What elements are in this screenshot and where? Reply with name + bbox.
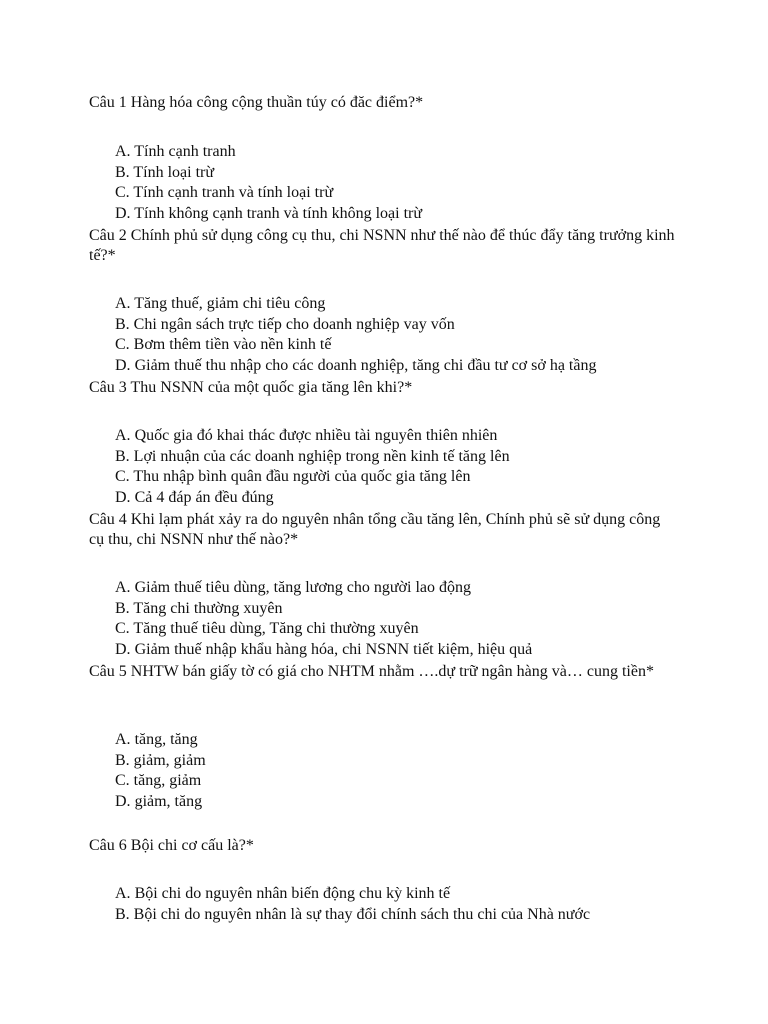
option-label: C.	[115, 620, 130, 638]
option-label: D.	[115, 489, 131, 507]
question-1-options	[115, 142, 715, 225]
option-4d	[115, 640, 715, 661]
option-2a	[115, 294, 715, 315]
option-5b	[115, 751, 715, 772]
option-text: Bội chi do nguyên nhân là sự thay đổi chính sách thu chi của Nhà nước	[133, 905, 591, 923]
option-text: Tăng thuế tiêu dùng, Tăng chi thường xuyên	[133, 620, 419, 638]
option-text: Tăng thuế, giảm chi tiêu công	[134, 295, 326, 312]
option-4b	[115, 599, 715, 620]
option-text: Chi ngân sách trực tiếp cho doanh nghiệp vay vốn	[133, 315, 455, 333]
option-text: Tính không cạnh tranh và tính không loại trừ	[134, 205, 423, 223]
question-4-text: Câu 4 Khi lạm phát xảy ra do nguyên nhân tổng cầu tăng lên, Chính phủ sẽ sử dụng công cụ thu, chi NSNN như thế nào?*	[89, 511, 661, 548]
option-label: A.	[115, 295, 131, 312]
option-text: Lợi nhuận của các doanh nghiệp trong nền kinh tế tăng lên	[133, 447, 510, 465]
option-label: A.	[115, 579, 131, 596]
option-3b	[115, 447, 715, 468]
option-6a	[115, 884, 715, 905]
option-text: Tính cạnh tranh	[134, 143, 236, 160]
question-4-options	[115, 578, 715, 661]
option-label: A.	[115, 143, 131, 160]
option-text: Thu nhập bình quân đầu người của quốc gia tăng lên	[133, 468, 471, 486]
question-6-text: Câu 6 Bội chi cơ cấu là?*	[89, 837, 254, 854]
option-2d	[115, 356, 715, 377]
option-text: Giảm thuế tiêu dùng, tăng lương cho người lao động	[134, 579, 471, 596]
option-label: D.	[115, 793, 131, 811]
option-3a	[115, 426, 715, 447]
option-text: Cả 4 đáp án đều đúng	[134, 489, 274, 507]
question-3-options	[115, 426, 715, 509]
option-2c	[115, 335, 715, 356]
option-label: A.	[115, 885, 131, 902]
option-label: C.	[115, 772, 130, 790]
option-1a	[115, 142, 715, 163]
option-text: Bội chi do nguyên nhân biến động chu kỳ kinh tế	[134, 885, 451, 902]
option-text: Tính cạnh tranh và tính loại trừ	[133, 184, 334, 202]
option-1d	[115, 204, 715, 225]
option-label: B.	[115, 751, 130, 769]
option-label: C.	[115, 468, 130, 486]
question-5-text: Câu 5 NHTW bán giấy tờ có giá cho NHTM nhằm ….dự trữ ngân hàng và… cung tiền*	[89, 663, 654, 680]
question-2-options	[115, 294, 715, 377]
option-3d	[115, 488, 715, 509]
option-label: B.	[115, 163, 130, 181]
option-label: B.	[115, 447, 130, 465]
option-text: Giảm thuế thu nhập cho các doanh nghiệp, tăng chi đầu tư cơ sở hạ tầng	[134, 357, 597, 375]
question-2-text: Câu 2 Chính phủ sử dụng công cụ thu, chi NSNN như thế nào để thúc đẩy tăng trưởng kinh tế?*	[89, 227, 675, 264]
option-label: B.	[115, 905, 130, 923]
question-6-options	[115, 884, 715, 925]
question-3-text: Câu 3 Thu NSNN của một quốc gia tăng lên khi?*	[89, 379, 413, 396]
option-text: giảm, tăng	[134, 793, 203, 811]
option-label: B.	[115, 315, 130, 333]
question-1-text: Câu 1 Hàng hóa công cộng thuần túy có đăc điểm?*	[89, 94, 424, 111]
option-2b	[115, 315, 715, 336]
option-label: A.	[115, 427, 131, 444]
option-label: C.	[115, 184, 130, 202]
option-4c	[115, 619, 715, 640]
option-label: D.	[115, 205, 131, 223]
option-5d	[115, 792, 715, 813]
option-6b	[115, 905, 715, 926]
option-label: A.	[115, 731, 131, 748]
option-label: D.	[115, 357, 131, 375]
option-3c	[115, 467, 715, 488]
option-label: D.	[115, 641, 131, 659]
option-1c	[115, 183, 715, 204]
option-text: Bơm thêm tiền vào nền kinh tế	[133, 336, 332, 354]
option-1b	[115, 163, 715, 184]
option-5a	[115, 730, 715, 751]
option-text: giảm, giảm	[133, 751, 206, 769]
option-text: Tăng chi thường xuyên	[133, 599, 283, 617]
option-text: Tính loại trừ	[133, 163, 215, 181]
option-text: tăng, giảm	[133, 772, 202, 790]
option-text: Quốc gia đó khai thác được nhiều tài nguyên thiên nhiên	[134, 427, 498, 444]
option-4a	[115, 578, 715, 599]
question-5-options	[115, 730, 715, 813]
option-label: B.	[115, 599, 130, 617]
option-label: C.	[115, 336, 130, 354]
option-5c	[115, 771, 715, 792]
option-text: Giảm thuế nhập khẩu hàng hóa, chi NSNN tiết kiệm, hiệu quả	[134, 641, 533, 659]
option-text: tăng, tăng	[134, 731, 198, 748]
